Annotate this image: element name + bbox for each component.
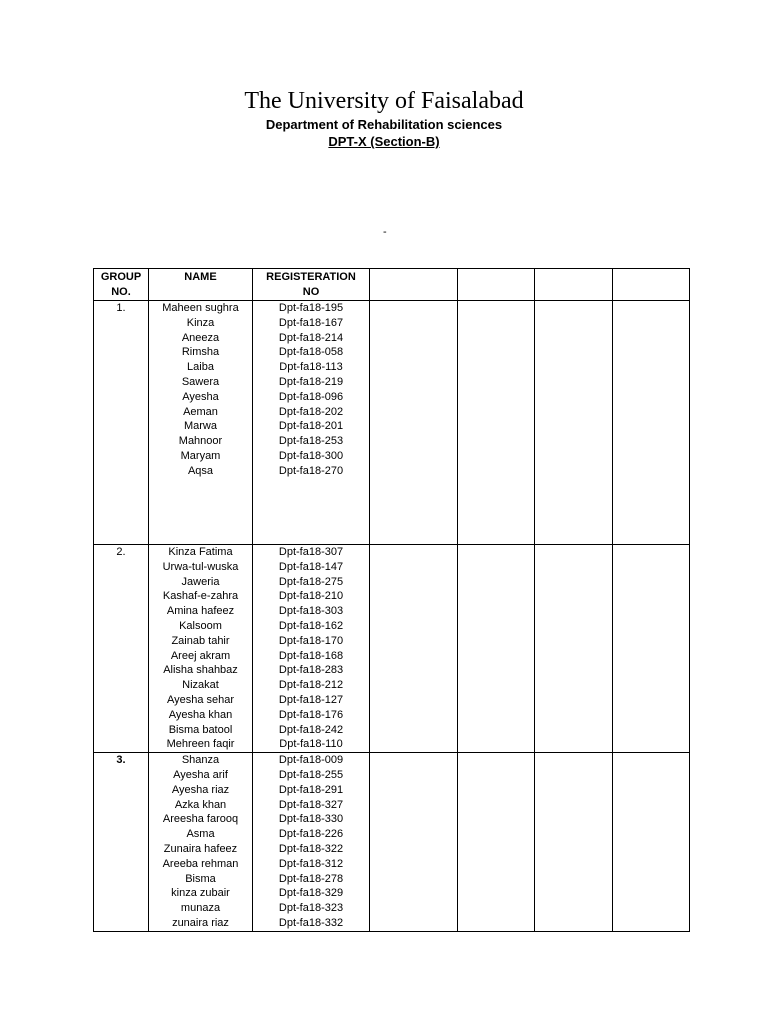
student-name: Nizakat (182, 679, 219, 692)
header-group-no (94, 269, 149, 301)
group-names-cell (149, 301, 253, 545)
registration-no: Dpt-fa18-170 (278, 634, 344, 647)
student-name: Kashaf-e-zahra (162, 590, 239, 603)
empty-cell (458, 545, 535, 753)
group-number: 1. (116, 302, 126, 314)
student-name: Aqsa (187, 464, 214, 477)
header-group-line2: NO. (111, 285, 131, 298)
student-name: Ayesha sehar (166, 693, 235, 706)
university-title: The University of Faisalabad (244, 88, 524, 114)
student-name: Kinza Fatima (168, 546, 233, 558)
student-name: Shanza (181, 754, 220, 767)
dash-mark: - (383, 226, 387, 238)
student-name: Ayesha arif (173, 768, 228, 781)
student-name: Amina hafeez (166, 605, 235, 618)
registration-no: Dpt-fa18-327 (278, 798, 344, 811)
student-name: Kalsoom (179, 619, 222, 632)
header-registration-no (253, 269, 370, 301)
registration-no: Dpt-fa18-312 (278, 857, 344, 870)
group-regs-cell (253, 301, 370, 545)
empty-cell (613, 753, 690, 932)
student-name: kinza zubair (171, 887, 230, 900)
student-name: Zunaira hafeez (163, 842, 238, 855)
registration-no: Dpt-fa18-323 (278, 902, 344, 915)
student-name: Jaweria (181, 575, 220, 588)
header-name-label: NAME (184, 271, 217, 283)
empty-cell (370, 753, 458, 932)
student-name: Zainab tahir (171, 634, 230, 647)
registration-no: Dpt-fa18-110 (279, 738, 343, 751)
empty-cell (458, 753, 535, 932)
header-empty-3 (535, 269, 613, 301)
registration-no: Dpt-fa18-212 (278, 679, 344, 692)
registration-no: Dpt-fa18-219 (278, 375, 344, 388)
student-name: munaza (180, 902, 221, 915)
group-number-cell (94, 753, 149, 932)
student-name: Sawera (181, 375, 220, 388)
registration-no: Dpt-fa18-168 (278, 649, 344, 662)
registration-no: Dpt-fa18-283 (278, 664, 344, 677)
student-name: Alisha shahbaz (163, 664, 238, 677)
header-empty-1 (370, 269, 458, 301)
registration-no: Dpt-fa18-275 (278, 575, 344, 588)
group-names-cell (149, 753, 253, 932)
registration-no: Dpt-fa18-127 (278, 693, 344, 706)
registration-no: Dpt-fa18-176 (278, 708, 344, 721)
student-name: Urwa-tul-wuska (162, 560, 239, 573)
registration-no: Dpt-fa18-202 (278, 405, 344, 418)
registration-no: Dpt-fa18-278 (278, 872, 344, 885)
header-group-line1: GROUP (100, 271, 142, 283)
header-empty-2 (458, 269, 535, 301)
student-name: zunaira riaz (172, 916, 229, 929)
registration-no: Dpt-fa18-113 (279, 361, 343, 374)
empty-cell (535, 753, 613, 932)
group-number-cell (94, 545, 149, 753)
registration-no: Dpt-fa18-167 (278, 316, 344, 329)
student-name: Maheen sughra (162, 302, 239, 314)
empty-cell (370, 545, 458, 753)
registration-no: Dpt-fa18-201 (278, 420, 344, 433)
empty-cell (535, 301, 613, 545)
group-row-1 (94, 301, 690, 545)
registration-no: Dpt-fa18-226 (278, 828, 344, 841)
group-number-cell (94, 301, 149, 545)
student-name: Azka khan (174, 798, 227, 811)
student-name: Aeman (183, 405, 218, 418)
empty-cell (535, 545, 613, 753)
group-number: 2. (116, 546, 126, 558)
registration-no: Dpt-fa18-009 (278, 754, 344, 767)
registration-no: Dpt-fa18-242 (278, 723, 344, 736)
student-name: Laiba (187, 361, 214, 374)
registration-no: Dpt-fa18-162 (278, 619, 344, 632)
registration-no: Dpt-fa18-270 (278, 464, 344, 477)
registration-no: Dpt-fa18-322 (278, 842, 344, 855)
student-name: Bisma (185, 872, 216, 885)
header-name (149, 269, 253, 301)
department-heading: Department of Rehabilitation sciences (265, 117, 503, 132)
student-name: Ayesha (182, 390, 219, 403)
registration-no: Dpt-fa18-330 (278, 813, 344, 826)
registration-no: Dpt-fa18-253 (278, 435, 344, 448)
student-name: Ayesha riaz (171, 783, 230, 796)
empty-cell (458, 301, 535, 545)
table-header-row (94, 269, 690, 301)
header-reg-line1: REGISTERATION (266, 271, 356, 283)
student-name: Bisma batool (168, 723, 233, 736)
student-name: Areeba rehman (162, 857, 239, 870)
header-reg-line2: NO (302, 285, 320, 298)
registration-no: Dpt-fa18-332 (278, 916, 344, 929)
registration-no: Dpt-fa18-291 (278, 783, 344, 796)
registration-no: Dpt-fa18-147 (278, 560, 344, 573)
registration-no: Dpt-fa18-303 (278, 605, 344, 618)
groups-table (93, 268, 690, 932)
header-empty-4 (613, 269, 690, 301)
section-heading: DPT-X (Section-B) (328, 134, 440, 149)
registration-no: Dpt-fa18-255 (278, 768, 344, 781)
student-name: Maryam (180, 449, 221, 462)
group-number: 3. (116, 754, 126, 767)
student-name: Aneeza (181, 331, 220, 344)
empty-cell (613, 301, 690, 545)
registration-no: Dpt-fa18-307 (278, 546, 344, 558)
student-name: Asma (186, 828, 215, 841)
student-name: Kinza (186, 316, 215, 329)
student-name: Ayesha khan (168, 708, 233, 721)
group-row-3 (94, 753, 690, 932)
student-name: Mehreen faqir (166, 738, 235, 751)
student-name: Areej akram (170, 649, 231, 662)
registration-no: Dpt-fa18-300 (278, 449, 344, 462)
registration-no: Dpt-fa18-096 (278, 390, 344, 403)
registration-no: Dpt-fa18-210 (278, 590, 344, 603)
group-regs-cell (253, 545, 370, 753)
registration-no: Dpt-fa18-058 (278, 346, 344, 359)
student-name: Areesha farooq (162, 813, 239, 826)
group-regs-cell (253, 753, 370, 932)
registration-no: Dpt-fa18-195 (278, 302, 344, 314)
registration-no: Dpt-fa18-329 (278, 887, 344, 900)
group-names-cell (149, 545, 253, 753)
student-name: Rimsha (181, 346, 220, 359)
empty-cell (370, 301, 458, 545)
registration-no: Dpt-fa18-214 (278, 331, 344, 344)
student-name: Marwa (183, 420, 217, 433)
empty-cell (613, 545, 690, 753)
student-name: Mahnoor (178, 435, 223, 448)
group-row-2 (94, 545, 690, 753)
